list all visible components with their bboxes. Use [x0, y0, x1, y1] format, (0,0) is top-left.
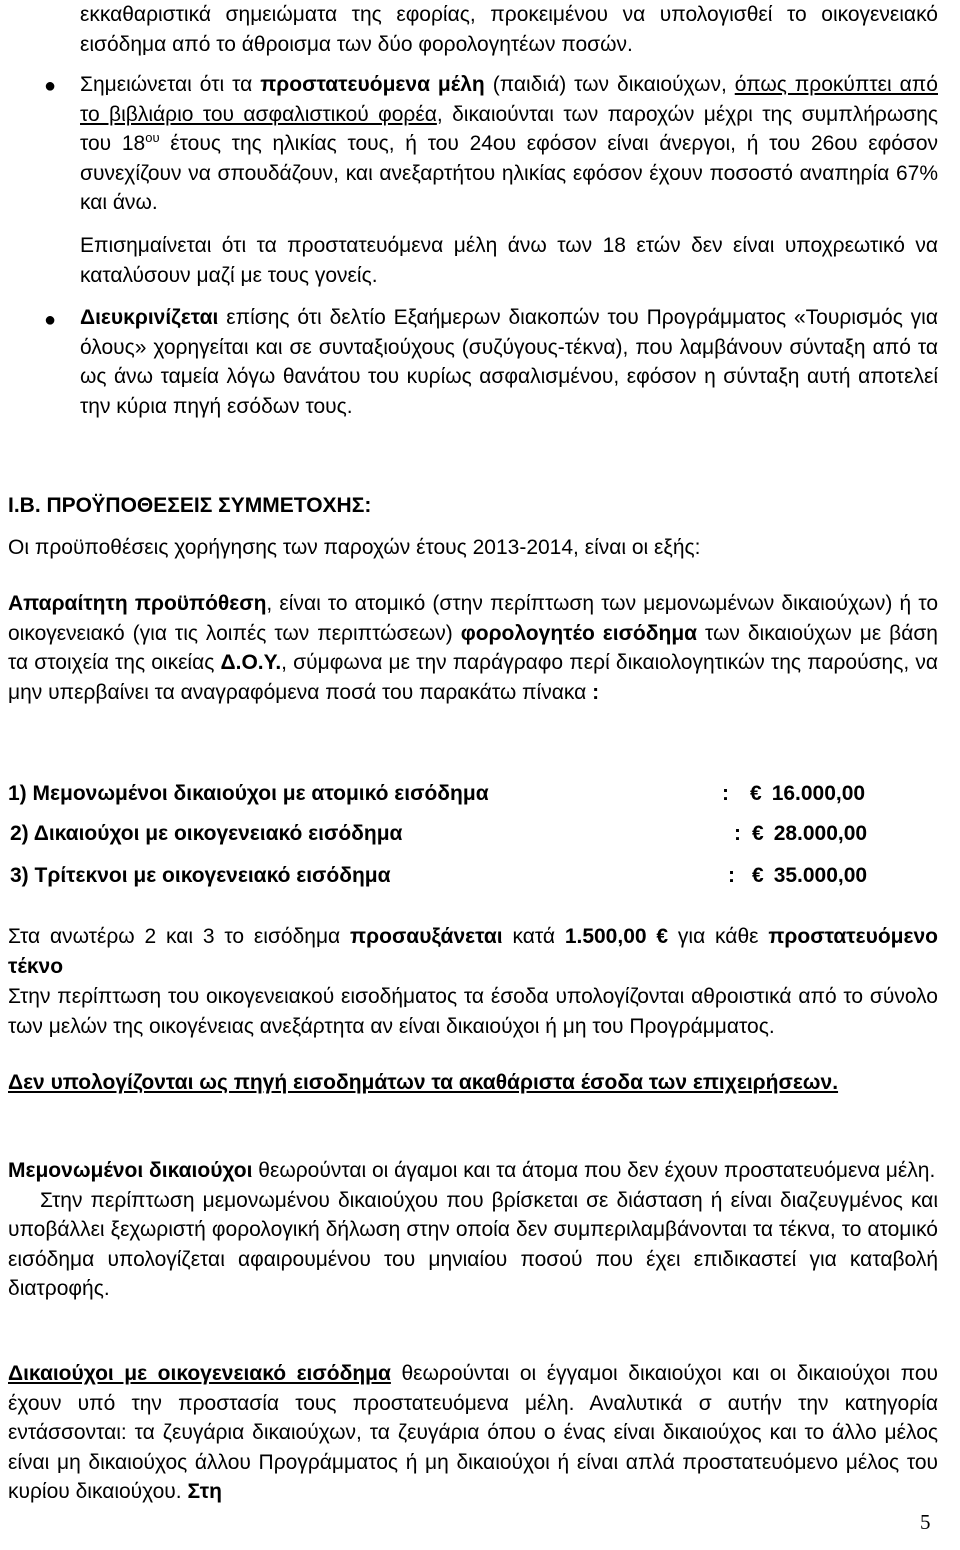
bullet-icon: ●: [44, 309, 57, 331]
paragraph-not-income: [8, 1068, 938, 1098]
text-span: , σύμφωνα με την παράγραφο περί δικαιολογητικών της παρούσης, να μην υπερβαίνει τα αναγραφόμενα ποσά του παρακάτω πίνακα: [8, 651, 938, 704]
superscript: ου: [145, 130, 160, 145]
income-row-3-colon: :: [728, 864, 735, 887]
amount-value: 35.000,00: [773, 864, 868, 887]
text-span: Σημειώνεται ότι τα: [80, 73, 261, 96]
euro-icon: €: [752, 864, 764, 887]
text-span: , είναι το ατομικό (στην περίπτωση των μεμονωμένων δικαιούχων) ή το οικογενειακό (για τις λοιπές των περιπτώσεων): [8, 592, 939, 645]
paragraph-protected-members: [80, 70, 938, 218]
bold-text: Μεμονωμένοι δικαιούχοι: [8, 1159, 253, 1182]
bold-text: φορολογητέο εισόδημα: [460, 621, 698, 645]
text-span: των δικαιούχων με βάση τα στοιχεία της οικείας: [8, 621, 938, 674]
euro-icon: €: [752, 822, 764, 845]
text-span: Στα ανωτέρω 2 και 3 το εισόδημα: [8, 925, 351, 948]
text-span: Στην περίπτωση μεμονωμένου δικαιούχου που βρίσκεται σε διάσταση ή είναι διαζευγμένος και υποβάλλει ξεχωριστή φορολογική δήλωση στην οποία δεν συμπεριλαμβάνονται τα τέκνα, το ατομικό εισόδημα υπολογίζεται αφαιρουμένου του μηνιαίου ποσού που έχει επιδικαστεί για καταβολή διατροφής.: [8, 1188, 938, 1300]
income-row-1-amount: [750, 779, 865, 809]
underlined-text: όπως προκύπτει από το βιβλιάριο του ασφαλιστικού φορέα: [80, 73, 938, 126]
text-span: θεωρούνται οι άγαμοι και τα άτομα που δεν έχουν προστατευόμενα μέλη.: [252, 1159, 936, 1182]
text-span: (παιδιά) των δικαιούχων,: [484, 73, 735, 96]
paragraph-requirement: [8, 589, 938, 707]
text-span: έτους της ηλικίας τους, ή του 24ου εφόσον είναι άνεργοι, ή του 26ου εφόσον συνεχίζουν να σπουδάζουν, και ανεξαρτήτου ηλικίας εφόσον έχουν ποσοστό αναπηρία 67% και άνω.: [80, 132, 939, 214]
text-span: επίσης ότι δελτίο Εξαήμερων διακοπών του Προγράμματος «Τουρισμός για όλους» χορηγείται και σε συνταξιούχους (συζύγους-τέκνα), που λαμβάνουν σύνταξη από τα ως άνω ταμεία λόγω θανάτου του κυρίως ασφαλισμένου, εφόσον η σύνταξη αυτή αποτελεί την κύρια πηγή εσόδων τους.: [80, 306, 938, 418]
income-row-2-colon: :: [734, 822, 741, 845]
paragraph-increase: [8, 922, 938, 981]
bold-text: προστατευόμενο τέκνο: [8, 925, 938, 978]
bullet-icon: ●: [44, 75, 57, 97]
income-row-2-label: 2) Δικαιούχοι με οικογενειακό εισόδημα: [10, 822, 403, 845]
bold-underlined-text: Δεν υπολογίζονται ως πηγή εισοδημάτων τα ακαθάριστα έσοδα των επιχειρήσεων.: [8, 1071, 839, 1094]
bold-text: προσαυξάνεται: [350, 925, 503, 948]
euro-icon: €: [656, 925, 669, 948]
paragraph-single-beneficiaries: [8, 1156, 938, 1304]
income-row-3-amount: [752, 861, 867, 891]
section-heading: [8, 491, 938, 521]
text-span: για κάθε: [668, 925, 769, 948]
text-span: θεωρούνται οι έγγαμοι δικαιούχοι και οι δικαιούχοι που έχουν υπό την προστασία τους προστατευόμενα μέλη. Αναλυτικά σ αυτήν την κατηγορία εντάσσονται: τα ζευγάρια δικαιούχων, τα ζευγάρια όπου ο ένας είναι δικαιούχος και το άλλο μέλος είναι μη δικαιούχος άλλου Προγράμματος ή μη δικαιούχοι ή είναι απλά προστατευόμενο μέλος του κυρίου δικαιούχου.: [8, 1362, 938, 1503]
paragraph-text: εκκαθαριστικά σημειώματα της εφορίας, προκειμένου να υπολογισθεί το οικογενειακό εισόδημα από το άθροισμα των δύο φορολογητέων ποσών.: [80, 3, 938, 56]
paragraph-family-income: [8, 982, 938, 1041]
euro-icon: €: [750, 782, 762, 805]
bold-text: 1.500,00: [564, 925, 647, 948]
text-span: , δικαιούνται των παροχών μέχρι της συμπλήρωσης του 18: [80, 102, 938, 155]
paragraph-clarification: [80, 303, 938, 421]
amount-value: 16.000,00: [771, 782, 866, 805]
intro-text: [8, 533, 938, 563]
bold-text: :: [592, 680, 600, 704]
bold-text: Στη: [187, 1480, 222, 1503]
bold-text: Δ.Ο.Υ.: [220, 651, 282, 674]
amount-value: 28.000,00: [773, 822, 868, 845]
paragraph-adult-members: [80, 231, 938, 290]
income-row-2-amount: [752, 819, 867, 849]
heading-text: Ι.Β. ΠΡΟΫΠΟΘΕΣΕΙΣ ΣΥΜΜΕΤΟΧΗΣ:: [8, 494, 372, 517]
text-span: Επισημαίνεται ότι τα προστατευόμενα μέλη άνω των 18 ετών δεν είναι υποχρεωτικό να καταλύσουν μαζί με τους γονείς.: [80, 234, 938, 287]
income-row-3-label: 3) Τρίτεκνοι με οικογενειακό εισόδημα: [10, 864, 391, 887]
page-number: 5: [920, 1510, 931, 1534]
income-row-1-colon: :: [722, 782, 729, 805]
income-row-1-label: 1) Μεμονωμένοι δικαιούχοι με ατομικό εισόδημα: [8, 782, 489, 805]
bold-text: προστατευόμενα μέλη: [260, 73, 485, 96]
text-span: Στην περίπτωση του οικογενειακού εισοδήματος τα έσοδα υπολογίζονται αθροιστικά από το σύνολο των μελών της οικογένειας ανεξάρτητα αν είναι δικαιούχοι ή μη του Προγράμματος.: [8, 985, 938, 1038]
text-span: Οι προϋποθέσεις χορήγησης των παροχών έτους 2013-2014, είναι οι εξής:: [8, 536, 701, 559]
bold-text: Διευκρινίζεται: [80, 306, 219, 329]
paragraph-family-beneficiaries: [8, 1359, 938, 1507]
text-span: κατά: [502, 925, 565, 948]
bold-text: Απαραίτητη προϋπόθεση: [8, 592, 267, 615]
bold-underlined-text: Δικαιούχοι με οικογενειακό εισόδημα: [8, 1362, 391, 1385]
paragraph-tax-statements: [80, 0, 938, 59]
